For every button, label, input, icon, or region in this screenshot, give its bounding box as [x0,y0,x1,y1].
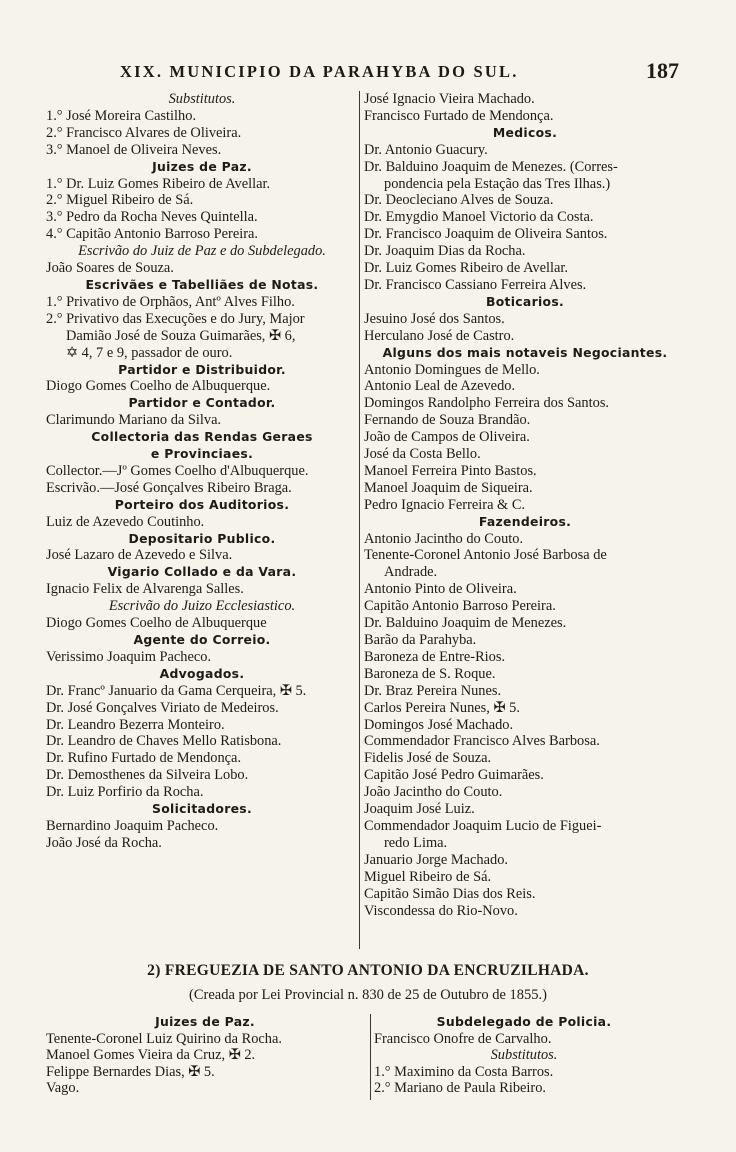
left-entry: 3.° Manoel de Oliveira Neves. [46,141,222,158]
right-entry: Tenente-Coronel Antonio José Barbosa de [364,547,607,564]
left-entry: Diogo Gomes Coelho de Albuquerque. [46,378,271,395]
right-entry: Dr. Francisco Joaquim de Oliveira Santos. [364,226,608,243]
right-entry: José Ignacio Vieira Machado. [364,91,535,107]
column-divider [359,91,360,949]
page-number: 187 [646,58,679,83]
running-title: XIX. MUNICIPIO DA PARAHYBA DO SUL. [120,62,519,81]
right-entry: Capitão José Pedro Guimarães. [364,767,544,784]
left-entry: Verissimo Joaquim Pacheco. [46,648,212,665]
right-entry: Dr. Joaquim Dias da Rocha. [364,243,526,260]
left-heading: e Provinciaes. [150,446,254,462]
left-subheading: Escrivão do Juizo Ecclesiastico. [108,598,296,615]
right-entry: João Jacintho do Couto. [364,784,503,801]
right-heading: Medicos. [492,124,558,140]
right-entry: Capitão Simão Dias dos Reis. [364,885,536,902]
left-subheading: Escrivão do Juiz de Paz e do Subdelegado. [78,243,326,260]
right-heading: Alguns dos mais notaveis Negociantes. [382,344,668,360]
right-heading: Boticarios. [485,293,565,309]
right-entry: Domingos Randolpho Ferreira dos Santos. [364,395,610,412]
left-heading: Agente do Correio. [133,632,271,647]
left-entry: Luiz de Azevedo Coutinho. [46,513,205,530]
left-entry: Dr. Leandro de Chaves Mello Ratisbona. [46,733,282,750]
section2-right-entry: Francisco Onofre de Carvalho. [374,1030,552,1047]
right-entry: Baroneza de Entre-Rios. [364,648,506,665]
left-entry: 1.° José Moreira Castilho. [46,107,197,124]
section2-right-heading: Subdelegado de Policia. [436,1014,612,1029]
section2-right-subheading: Substitutos. [490,1047,558,1064]
left-entry: 2.° Privativo das Execuções e do Jury, Major [46,310,305,327]
right-entry: José da Costa Bello. [364,446,481,463]
section2-column-divider [370,1014,371,1100]
left-entry: João Soares de Souza. [46,260,174,277]
right-entry-continued: Andrade. [384,564,438,581]
right-entry: Carlos Pereira Nunes, ✠ 5. [364,699,520,716]
section2-right-entry: 1.° Maximino da Costa Barros. [374,1063,554,1080]
left-entry: Dr. Leandro Bezerra Monteiro. [46,716,225,733]
right-entry: Fernando de Souza Brandão. [364,412,531,429]
left-heading: Vigario Collado e da Vara. [107,564,297,580]
section2-left-column [46,1014,364,1097]
section2-right-entry: 2.° Mariano de Paula Ribeiro. [374,1080,547,1097]
left-heading: Depositario Publico. [128,530,276,546]
left-entry: Ignacio Felix de Alvarenga Salles. [46,581,244,598]
left-entry: Dr. Rufino Furtado de Mendonça. [46,750,242,767]
right-entry: João de Campos de Oliveira. [364,429,530,446]
right-entry: Commendador Joaquim Lucio de Figuei- [364,817,602,834]
left-entry: Collector.—Jº Gomes Coelho d'Albuquerque. [46,462,309,479]
right-entry: Jesuino José dos Santos. [364,310,505,327]
left-entry: Dr. Francº Januario da Gama Cerqueira, ✠ 5. [46,682,307,699]
page-header [0,58,736,88]
left-entry: Dr. José Gonçalves Viriato de Medeiros. [46,699,279,716]
right-entry: Dr. Emygdio Manoel Victorio da Costa. [364,209,594,226]
left-entry: Diogo Gomes Coelho de Albuquerque [46,615,267,632]
right-entry: Antonio Pinto de Oliveira. [364,581,517,598]
right-entry: Miguel Ribeiro de Sá. [364,868,492,885]
right-heading: Fazendeiros. [478,513,572,529]
left-entry: Dr. Luiz Porfirio da Rocha. [46,784,204,801]
section-title: 2) FREGUEZIA DE SANTO ANTONIO DA ENCRUZILHADA. [147,962,589,979]
section2-left-entry: Vago. [46,1080,80,1097]
left-entry: 2.° Miguel Ribeiro de Sá. [46,192,194,209]
left-heading: Collectoria das Rendas Geraes [91,429,313,445]
section2-right-column [374,1014,674,1097]
right-entry: Manoel Ferreira Pinto Bastos. [364,462,537,479]
right-entry: Joaquim José Luiz. [364,801,475,818]
right-entry: Capitão Antonio Barroso Pereira. [364,598,556,615]
right-entry: Domingos José Machado. [364,716,514,733]
right-entry: Dr. Balduino Joaquim de Menezes. (Corres- [364,158,618,175]
right-entry: Dr. Deocleciano Alves de Souza. [364,192,554,209]
left-heading: Juizes de Paz. [152,158,252,174]
left-column [46,91,358,852]
right-entry: Commendador Francisco Alves Barbosa. [364,733,600,750]
right-column [364,91,686,919]
left-heading: Partidor e Distribuidor. [118,361,286,377]
left-entry: José Lazaro de Azevedo e Silva. [46,547,233,564]
left-entry: 2.° Francisco Alvares de Oliveira. [46,124,242,141]
right-entry: Barão da Parahyba. [364,632,477,648]
right-entry: Francisco Furtado de Mendonça. [364,107,554,124]
section2-left-entry: Felippe Bernardes Dias, ✠ 5. [46,1063,215,1080]
right-entry: Antonio Leal de Azevedo. [364,378,516,395]
right-entry: Antonio Domingues de Mello. [364,361,540,378]
right-entry-continued: redo Lima. [384,834,448,851]
section-subtitle: (Creada por Lei Provincial n. 830 de 25 de Outubro de 1855.) [189,987,547,1003]
right-entry: Dr. Balduino Joaquim de Menezes. [364,615,567,632]
right-entry: Pedro Ignacio Ferreira & C. [364,496,526,513]
left-entry: Escrivão.—José Gonçalves Ribeiro Braga. [46,479,292,496]
right-entry: Dr. Braz Pereira Nunes. [364,682,502,699]
left-heading: Advogados. [159,665,245,681]
right-entry: Dr. Francisco Cassiano Ferreira Alves. [364,276,587,293]
left-entry: 1.° Dr. Luiz Gomes Ribeiro de Avellar. [46,175,271,192]
right-entry: Antonio Jacintho do Couto. [364,530,524,547]
right-entry: Dr. Luiz Gomes Ribeiro de Avellar. [364,260,568,277]
right-entry: Fidelis José de Souza. [364,750,492,767]
left-subheading: Substitutos. [168,91,236,107]
section2-left-entry: Manoel Gomes Vieira da Cruz, ✠ 2. [46,1047,256,1064]
right-entry: Herculano José de Castro. [364,327,515,344]
section2-left-heading: Juizes de Paz. [155,1014,255,1029]
right-entry-continued: pondencia pela Estação das Tres Ilhas.) [384,175,611,192]
left-heading: Escrivães e Tabelliães de Notas. [85,276,319,292]
right-entry: Manoel Joaquim de Siqueira. [364,479,533,496]
left-entry: 4.° Capitão Antonio Barroso Pereira. [46,226,258,243]
right-entry: Baroneza de S. Roque. [364,665,496,682]
left-entry-continued: ✡ 4, 7 e 9, passador de ouro. [66,344,233,361]
left-entry: 1.° Privativo de Orphãos, Antº Alves Filho. [46,293,295,310]
right-entry: Januario Jorge Machado. [364,851,508,868]
left-entry: Bernardino Joaquim Pacheco. [46,817,219,834]
left-entry: João José da Rocha. [46,834,162,851]
left-entry: 3.° Pedro da Rocha Neves Quintella. [46,209,258,226]
right-entry: Viscondessa do Rio-Novo. [364,902,518,919]
left-entry: Clarimundo Mariano da Silva. [46,412,222,429]
left-entry-continued: Damião José de Souza Guimarães, ✠ 6, [66,327,296,344]
left-heading: Porteiro dos Auditorios. [114,496,290,512]
left-heading: Partidor e Contador. [128,395,276,411]
section2-left-entry: Tenente-Coronel Luiz Quirino da Rocha. [46,1030,282,1047]
left-entry: Dr. Demosthenes da Silveira Lobo. [46,767,249,784]
right-entry: Dr. Antonio Guacury. [364,141,488,158]
left-heading: Solicitadores. [152,801,252,817]
